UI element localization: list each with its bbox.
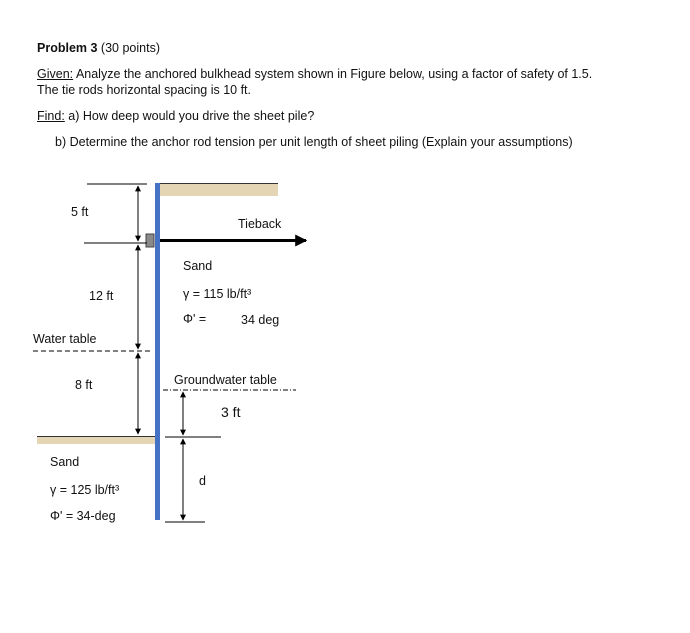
upper-soil-phi-value: 34 deg — [241, 313, 280, 327]
lower-soil-name: Sand — [50, 455, 80, 469]
lower-soil-gamma: γ = 125 lb/ft³ — [50, 483, 120, 497]
find-b-text: b) Determine the anchor rod tension per unit length of sheet piling (Explain your assumptions) — [55, 135, 573, 149]
dim-5ft-label: 5 ft — [71, 205, 89, 219]
dim-12ft-label: 12 ft — [89, 289, 114, 303]
upper-soil-phi-label: Φ' = — [183, 312, 207, 326]
given-text: Analyze the anchored bulkhead system shown in Figure below, using a factor of safety of 1.5. — [75, 67, 593, 81]
upper-soil-name: Sand — [183, 259, 213, 273]
dim-8ft-label: 8 ft — [75, 378, 93, 392]
ground-surface-dredge — [37, 436, 155, 444]
dim-d-label: d — [199, 474, 206, 488]
problem-title: Problem 3 — [37, 41, 98, 55]
water-table-label: Water table — [33, 332, 97, 346]
tieback-label: Tieback — [238, 217, 282, 231]
sheet-pile — [155, 183, 160, 520]
lower-soil-phi: Φ' = 34-deg — [50, 509, 116, 523]
given-line-2: The tie rods horizontal spacing is 10 ft. — [37, 83, 252, 97]
anchor-plate — [146, 234, 154, 247]
find-a-text: a) How deep would you drive the sheet pile? — [68, 109, 315, 123]
problem-points: (30 points) — [100, 41, 160, 55]
ground-surface-top — [160, 183, 278, 196]
find-label: Find: — [37, 109, 65, 123]
dim-3ft-label: 3 ft — [221, 404, 241, 420]
groundwater-table-label: Groundwater table — [174, 373, 277, 387]
given-label: Given: — [37, 67, 74, 81]
upper-soil-gamma: γ = 115 lb/ft³ — [183, 287, 252, 301]
